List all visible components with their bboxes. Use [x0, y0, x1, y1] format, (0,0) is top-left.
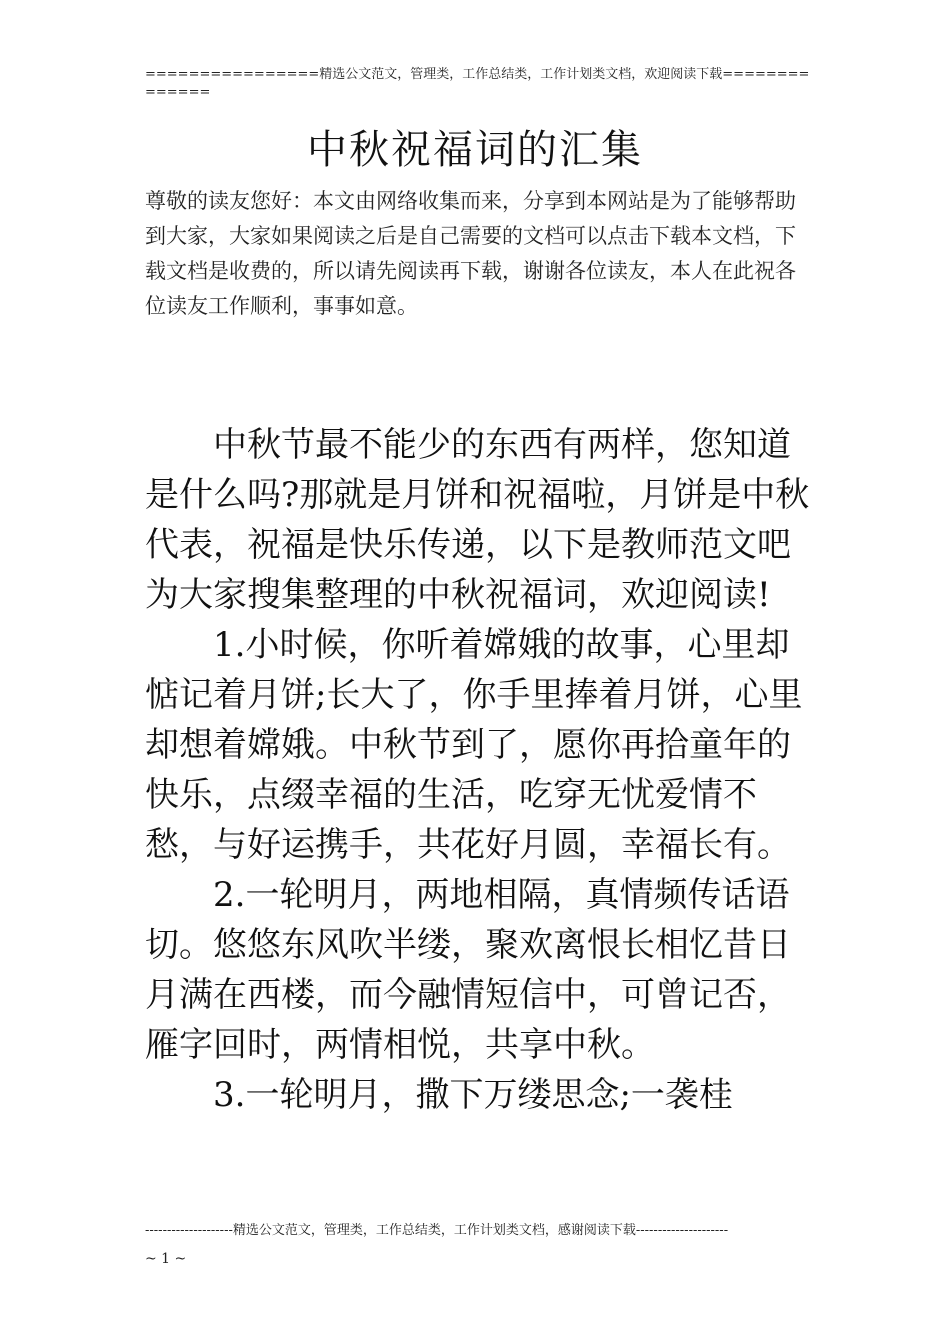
- header-banner: ================精选公文范文，管理类，工作总结类，工作计划类文档，欢迎阅读下载==============: [145, 67, 810, 100]
- body-paragraph: 2.一轮明月，两地相隔，真情频传话语切。悠悠东风吹半缕，聚欢离恨长相忆昔日月满在西楼，而今融情短信中，可曾记否，雁字回时，两情相悦，共享中秋。: [145, 875, 791, 1065]
- reader-notice: 尊敬的读友您好：本文由网络收集而来，分享到本网站是为了能够帮助到大家，大家如果阅读之后是自己需要的文档可以点击下载本文档，下载文档是收费的，所以请先阅读再下载，谢谢各位读友，本人在此祝各位读友工作顺利，事事如意。: [145, 189, 796, 318]
- body-paragraph: 1.小时候，你听着嫦娥的故事，心里却惦记着月饼;长大了，你手里捧着月饼，心里却想着嫦娥。中秋节到了，愿你再拾童年的快乐，点缀幸福的生活，吃穿无忧爱情不愁，与好运携手，共花好月圆，幸福长有。: [145, 625, 803, 865]
- body-paragraph: 3.一轮明月，撒下万缕思念;一袭桂: [213, 1075, 733, 1115]
- page-number: ~ 1 ~: [145, 1251, 187, 1267]
- body-paragraph: 中秋节最不能少的东西有两样，您知道是什么吗?那就是月饼和祝福啦，月饼是中秋代表，祝福是快乐传递，以下是教师范文吧为大家搜集整理的中秋祝福词，欢迎阅读!: [145, 425, 810, 615]
- document-body: [145, 420, 810, 1120]
- footer-banner: --------------------精选公文范文，管理类，工作总结类，工作计划类文档，感谢阅读下载---------------------: [145, 1223, 729, 1238]
- document-title: 中秋祝福词的汇集: [307, 127, 643, 173]
